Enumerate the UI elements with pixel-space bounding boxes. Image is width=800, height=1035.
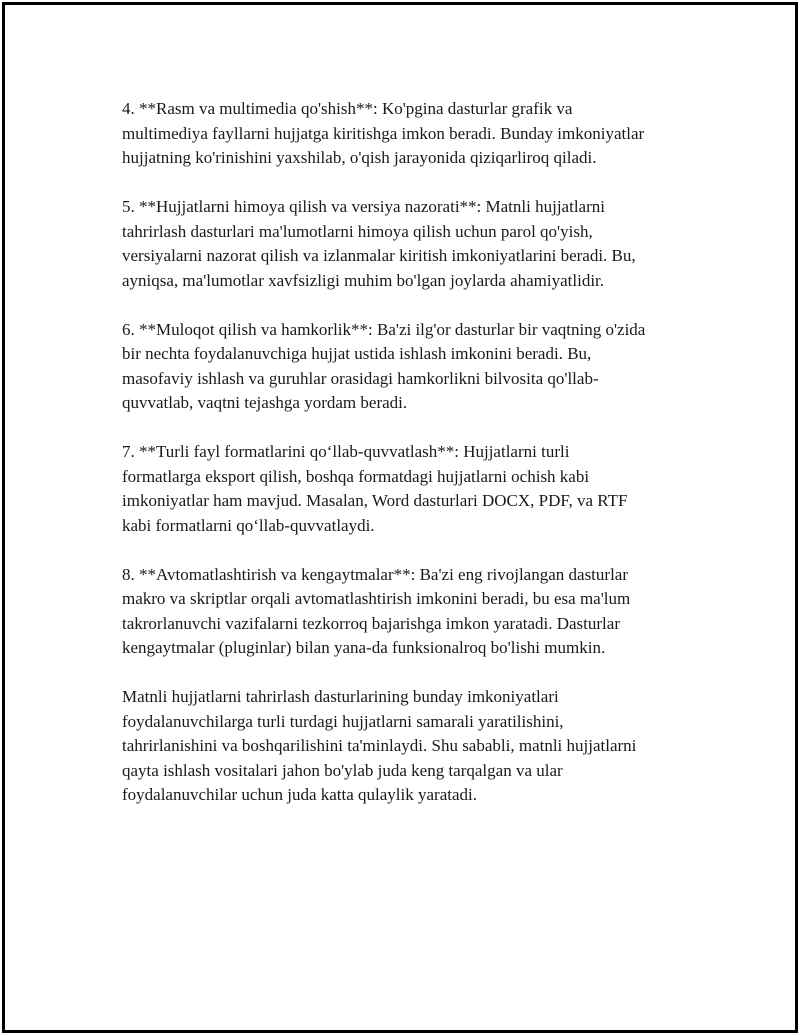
document-body: [122, 97, 702, 832]
paragraph-5-protection: 5. **Hujjatlarni himoya qilish va versiya nazorati**: Matnli hujjatlarni tahrirlash dasturlari ma'lumotlarni himoya qilish uchun parol qo'yish, versiyalarni nazorat qilish va izlanmalar kiritish imkoniyatlarini beradi. Bu, ayniqsa, ma'lumotlar xavfsizligi muhim bo'lgan joylarda ahamiyatlidir.: [122, 197, 636, 290]
page-frame: [2, 2, 798, 1033]
paragraph-6-collaboration: 6. **Muloqot qilish va hamkorlik**: Ba'zi ilg'or dasturlar bir vaqtning o'zida bir nechta foydalanuvchiga hujjat ustida ishlash imkonini beradi. Bu, masofaviy ishlash va guruhlar orasidagi hamkorlikni bilvosita qo'llab- quvvatlab, vaqtni tejashga yordam beradi.: [122, 319, 646, 412]
paragraph-8-automation: 8. **Avtomatlashtirish va kengaytmalar**: Ba'zi eng rivojlangan dasturlar makro va skriptlar orqali avtomatlashtirish imkonini beradi, bu esa ma'lum takrorlanuvchi vazifalarni tezkorroq bajarishga imkon yaratadi. Dasturlar kengaytmalar (pluginlar) bilan yana-da funksionalroq bo'lishi mumkin.: [122, 564, 631, 657]
paragraph-conclusion: Matnli hujjatlarni tahrirlash dasturlarining bunday imkoniyatlari foydalanuvchilarga turli turdagi hujjatlarni samarali yaratilishini, tahrirlanishini va boshqarilishini ta'minlaydi. Shu sababli, matnli hujjatlarni qayta ishlash vositalari jahon bo'ylab juda keng tarqalgan va ular foydalanuvchilar uchun juda katta qulaylik yaratadi.: [122, 687, 637, 804]
paragraph-7-formats: 7. **Turli fayl formatlarini qo‘llab-quvvatlash**: Hujjatlarni turli formatlarga eksport qilish, boshqa formatdagi hujjatlarni ochish kabi imkoniyatlar ham mavjud. Masalan, Word dasturlari DOCX, PDF, va RTF kabi formatlarni qo‘llab-quvvatlaydi.: [122, 442, 628, 535]
paragraph-4-multimedia: 4. **Rasm va multimedia qo'shish**: Ko'pgina dasturlar grafik va multimediya fayllarni hujjatga kiritishga imkon beradi. Bunday imkoniyatlar hujjatning ko'rinishini yaxshilab, o'qish jarayonida qiziqarliroq qiladi.: [122, 99, 645, 167]
